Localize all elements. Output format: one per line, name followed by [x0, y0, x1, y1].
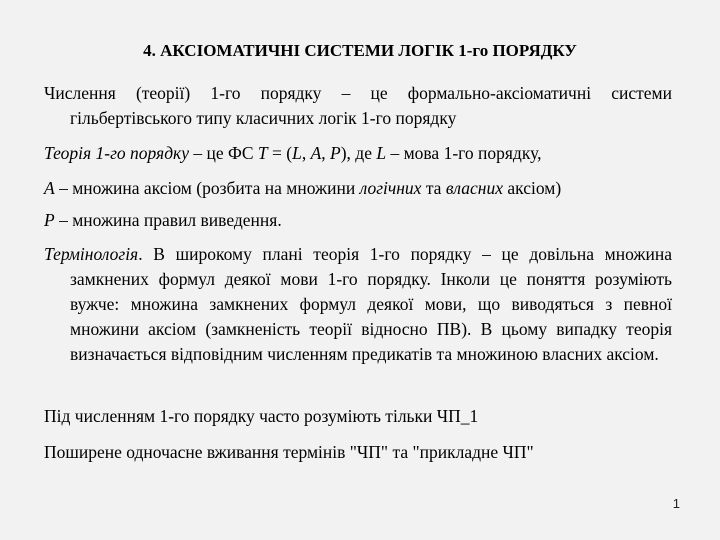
term-logical: логічних [359, 178, 422, 198]
text-fragment: – множина правил виведення. [54, 210, 282, 230]
symbol-p: P [44, 210, 55, 230]
text-fragment: , [301, 143, 311, 163]
text-fragment: , [321, 143, 331, 163]
paragraph-calculus-definition: Числення (теорії) 1-го порядку – це формально-аксіоматичні системи гільбертівського типу класичних логік 1-го порядку [44, 83, 672, 128]
text-fragment: та [421, 178, 446, 198]
page-number: 1 [672, 496, 680, 511]
text-fragment: . В широкому плані теорія 1-го порядку – це довільна множина замкнених формул деякої мови 1-го порядку. Інколи це поняття розуміють вужче: множина замкнених формул деякої мови, що виводяться з певної множини аксіом (замкненість теорії відносно ПВ). В цьому випадку теорія визначається відповідним численням предикатів та множиною власних аксіом. [70, 244, 672, 364]
symbol-a: A [44, 178, 55, 198]
slide-title: 4. АКСІОМАТИЧНІ СИСТЕМИ ЛОГІК 1-го ПОРЯДКУ [143, 41, 577, 60]
symbol-a: A [310, 143, 322, 163]
paragraph-theory-definition [44, 141, 672, 166]
symbol-p: P [330, 143, 341, 163]
text-fragment: – мова 1-го порядку, [386, 143, 542, 163]
text-fragment: = ( [267, 143, 293, 163]
paragraph-rules [44, 208, 672, 233]
symbol-l: L [292, 143, 302, 163]
text-fragment: – множина аксіом (розбита на множини [54, 178, 360, 198]
paragraph-usage-note: Поширене одночасне вживання термінів "ЧП" та "прикладне ЧП" [44, 442, 534, 462]
symbol-l: L [376, 143, 387, 163]
term-terminology: Термінологія [44, 244, 139, 264]
paragraph-calculus-note: Під численням 1-го порядку часто розуміють тільки ЧП_1 [44, 406, 479, 426]
text-fragment: – це ФС [189, 143, 258, 163]
term-theory: Теорія 1-го порядку [44, 143, 189, 163]
symbol-t: T [257, 143, 268, 163]
paragraph-axioms [44, 176, 672, 201]
term-own: власних [445, 178, 503, 198]
text-fragment: ), де [340, 143, 377, 163]
paragraph-terminology [44, 242, 672, 367]
text-fragment: аксіом) [503, 178, 562, 198]
